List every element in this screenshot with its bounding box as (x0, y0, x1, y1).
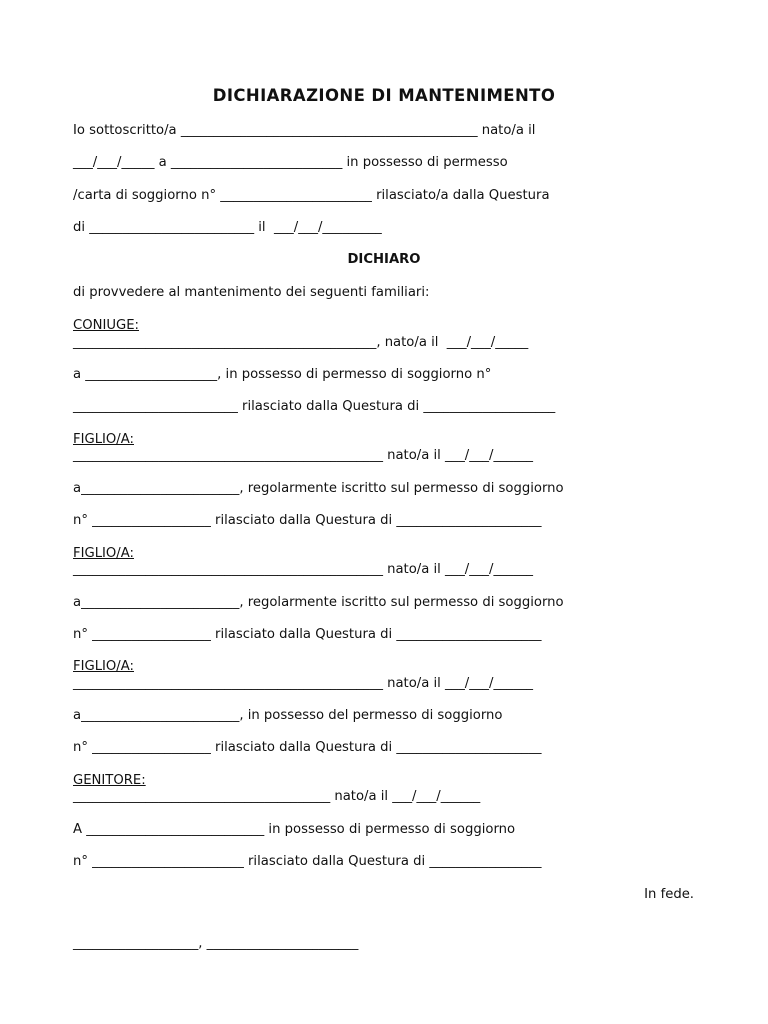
figlio-3-line-2: a________________________, in possesso del permesso di soggiorno (73, 708, 503, 723)
section-label-figlio-3: FIGLIO/A: (73, 659, 134, 674)
figlio-2-line-2: a________________________, regolarmente iscritto sul permesso di soggiorno (73, 595, 564, 610)
figlio-3-line-3: n° __________________ rilasciato dalla Questura di ______________________ (73, 740, 542, 755)
intro-line-3: /carta di soggiorno n° _______________________ rilasciato/a dalla Questura (73, 188, 550, 203)
signature-line: ___________________, _______________________ (73, 936, 359, 951)
coniuge-line-1: ______________________________________________, nato/a il ___/___/_____ (73, 335, 529, 350)
figlio-1-line-3: n° __________________ rilasciato dalla Questura di ______________________ (73, 513, 542, 528)
section-label-figlio-2: FIGLIO/A: (73, 546, 134, 561)
figlio-2-line-3: n° __________________ rilasciato dalla Questura di ______________________ (73, 627, 542, 642)
intro-line-1: Io sottoscritto/a _____________________________________________ nato/a il (73, 123, 536, 138)
coniuge-line-3: _________________________ rilasciato dalla Questura di ____________________ (73, 399, 556, 414)
intro-line-4: di _________________________ il ___/___/_________ (73, 220, 382, 235)
genitore-line-1: _______________________________________ nato/a il ___/___/______ (73, 789, 481, 804)
statement-text: di provvedere al mantenimento dei seguenti familiari: (73, 285, 430, 300)
dichiaro-heading: DICHIARO (347, 252, 421, 267)
figlio-1-line-1: _______________________________________________ nato/a il ___/___/______ (73, 448, 534, 463)
figlio-2-line-1: _______________________________________________ nato/a il ___/___/______ (73, 562, 534, 577)
section-label-figlio-1: FIGLIO/A: (73, 432, 134, 447)
document-title: DICHIARAZIONE DI MANTENIMENTO (212, 86, 556, 105)
coniuge-line-2: a ____________________, in possesso di permesso di soggiorno n° (73, 367, 492, 382)
genitore-line-2: A ___________________________ in possesso di permesso di soggiorno (73, 822, 516, 837)
figlio-1-line-2: a________________________, regolarmente iscritto sul permesso di soggiorno (73, 481, 564, 496)
closing-in-fede: In fede. (644, 887, 694, 902)
section-label-genitore: GENITORE: (73, 773, 146, 788)
section-label-coniuge: CONIUGE: (73, 318, 139, 333)
intro-line-2: ___/___/_____ a __________________________ in possesso di permesso (73, 155, 508, 170)
genitore-line-3: n° _______________________ rilasciato dalla Questura di _________________ (73, 854, 542, 869)
figlio-3-line-1: _______________________________________________ nato/a il ___/___/______ (73, 676, 534, 691)
